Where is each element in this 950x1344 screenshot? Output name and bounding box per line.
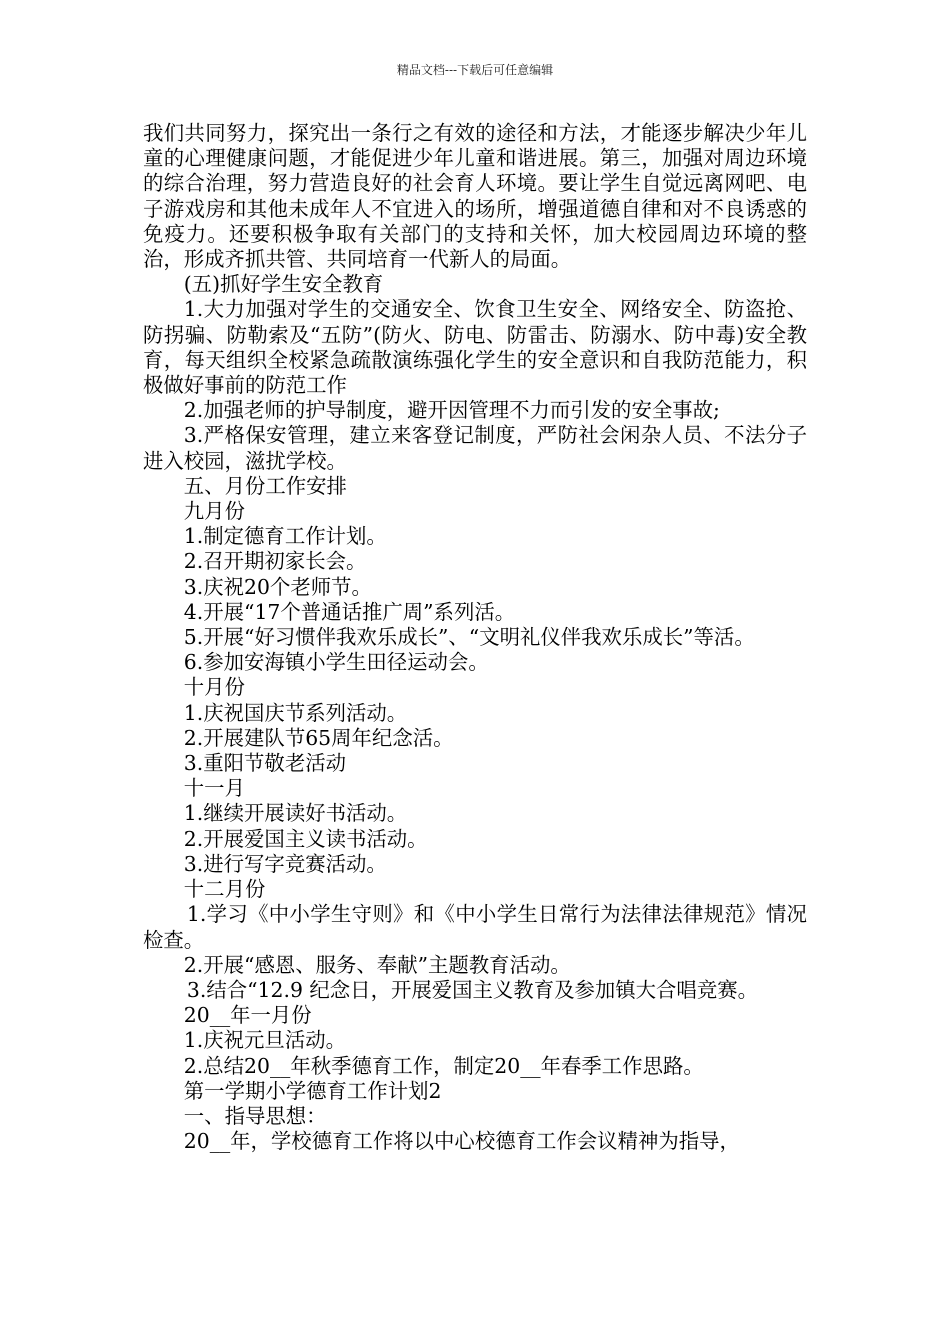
paragraph: 一、指导思想： [183, 1103, 327, 1128]
paragraph: 1.庆祝国庆节系列活动。 [183, 700, 408, 725]
paragraph: 十二月份 [183, 877, 266, 902]
paragraph: 6.参加安海镇小学生田径运动会。 [183, 650, 489, 675]
paragraph: 3.进行写字竞赛活动。 [183, 851, 387, 876]
paragraph: 1.学习《中小学生守则》和《中小学生日常行为法律法律规范》情况检查。 [143, 902, 807, 952]
paragraph: 1.继续开展读好书活动。 [183, 801, 408, 826]
paragraph: 1.庆祝元旦活动。 [183, 1028, 346, 1053]
paragraph: (五)抓好学生安全教育 [183, 272, 384, 297]
paragraph: 2.加强老师的护导制度，避开因管理不力而引发的安全事故; [183, 398, 720, 423]
paragraph: 5.开展“好习惯伴我欢乐成长”、“文明礼仪伴我欢乐成长”等活。 [183, 625, 755, 650]
paragraph: 4.开展“17个普通话推广周”系列活。 [183, 599, 516, 624]
paragraph: 1.大力加强对学生的交通安全、饮食卫生安全、网络安全、防盗抢、防拐骗、防勒索及“五防”(防火、防电、防雷击、防溺水、防中毒)安全教育，每天组织全校紧急疏散演练强化学生的安全意识和自我防范能力，积极做好事前的防范工作 [143, 297, 807, 398]
paragraph: 五、月份工作安排 [183, 473, 347, 498]
paragraph: 3.重阳节敬老活动 [183, 751, 346, 776]
paragraph: 九月份 [183, 499, 245, 524]
paragraph: 2.开展爱国主义读书活动。 [183, 826, 428, 851]
paragraph: 20__年，学校德育工作将以中心校德育工作会议精神为指导， [183, 1129, 740, 1154]
paragraph: 2.召开期初家长会。 [183, 549, 367, 574]
paragraph: 十月份 [183, 675, 245, 700]
paragraph: 2.开展建队节65周年纪念活。 [183, 725, 454, 750]
paragraph: 十一月 [183, 776, 245, 801]
paragraph: 我们共同努力，探究出一条行之有效的途径和方法，才能逐步解决少年儿童的心理健康问题，才能促进少年儿童和谐进展。第三，加强对周边环境的综合治理，努力营造良好的社会育人环境。要让学生自觉远离网吧、电子游戏房和其他未成年人不宜进入的场所，增强道德自律和对不良诱惑的免疫力。还要积极争取有关部门的支持和关怀，加大校园周边环境的整治，形成齐抓共管、共同培育一代新人的局面。 [143, 121, 807, 272]
page-header: 精品文档---下载后可任意编辑 [396, 63, 554, 77]
paragraph: 3.结合“12.9 纪念日，开展爱国主义教育及参加镇大合唱竞赛。 [186, 977, 758, 1002]
paragraph: 1.制定德育工作计划。 [183, 524, 387, 549]
paragraph: 2.总结20__年秋季德育工作，制定20__年春季工作思路。 [183, 1053, 704, 1078]
paragraph: 3.严格保安管理，建立来客登记制度，严防社会闲杂人员、不法分子进入校园，滋扰学校。 [143, 423, 807, 473]
paragraph: 2.开展“感恩、服务、奉献”主题教育活动。 [183, 952, 571, 977]
document-body [143, 121, 807, 1154]
paragraph: 第一学期小学德育工作计划2 [183, 1078, 442, 1103]
paragraph: 20__年一月份 [183, 1003, 312, 1028]
paragraph: 3.庆祝20个老师节。 [183, 574, 372, 599]
